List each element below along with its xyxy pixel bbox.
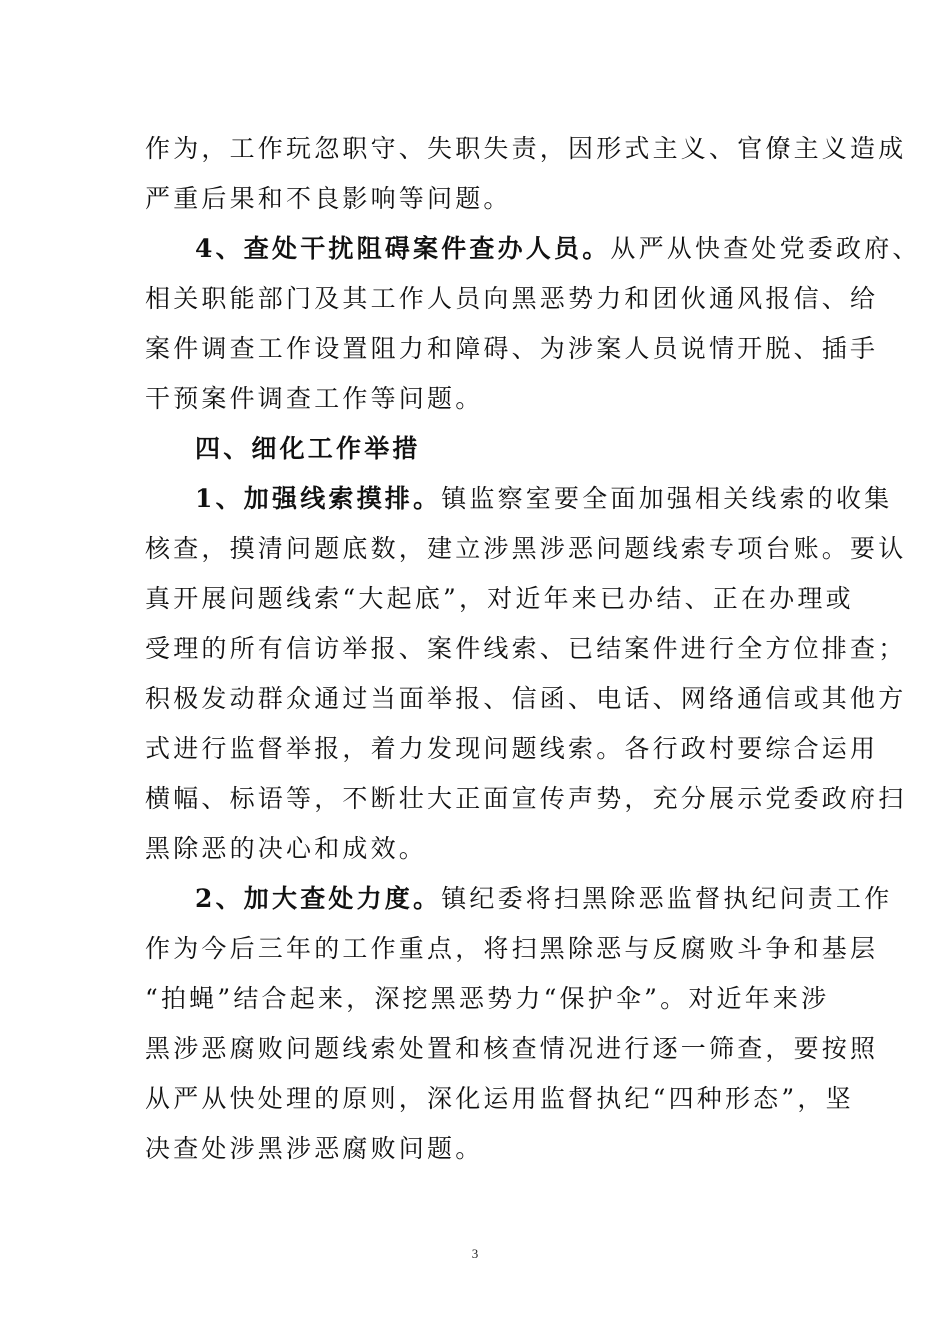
- paragraph-line: 真开展问题线索“大起底”，对近年来已办结、正在办理或: [145, 584, 854, 613]
- item-2-text: 镇纪委将扫黑除恶监督执纪问责工作: [441, 884, 893, 913]
- paragraph-line: 作为今后三年的工作重点，将扫黑除恶与反腐败斗争和基层: [145, 934, 879, 963]
- paragraph-line: 式进行监督举报，着力发现问题线索。各行政村要综合运用: [145, 734, 879, 763]
- paragraph-line: 受理的所有信访举报、案件线索、已结案件进行全方位排查；: [145, 634, 907, 663]
- item-1-text: 镇监察室要全面加强相关线索的收集: [441, 484, 893, 513]
- item-1-heading: 1、加强线索摸排。: [195, 484, 442, 513]
- paragraph-line: 从严从快处理的原则，深化运用监督执纪“四种形态”，坚: [145, 1084, 854, 1113]
- item-4-line: [195, 229, 921, 269]
- paragraph-line: “拍蝇”结合起来，深挖黑恶势力“保护伞”。对近年来涉: [145, 984, 830, 1013]
- paragraph-line: 黑除恶的决心和成效。: [145, 834, 428, 863]
- paragraph-line: 决查处涉黑涉恶腐败问题。: [145, 1134, 484, 1163]
- paragraph-line: 作为，工作玩忽职守、失职失责，因形式主义、官僚主义造成: [145, 134, 907, 163]
- paragraph-line: 横幅、标语等，不断壮大正面宣传声势，充分展示党委政府扫: [145, 784, 907, 813]
- paragraph-line: 案件调查工作设置阻力和障碍、为涉案人员说情开脱、插手: [145, 334, 879, 363]
- paragraph-line: 干预案件调查工作等问题。: [145, 384, 484, 413]
- paragraph-line: 核查，摸清问题底数，建立涉黑涉恶问题线索专项台账。要认: [145, 534, 907, 563]
- paragraph-line: 黑涉恶腐败问题线索处置和核查情况进行逐一筛查，要按照: [145, 1034, 879, 1063]
- item-4-text: 从严从快查处党委政府、: [610, 234, 921, 263]
- paragraph-line: 相关职能部门及其工作人员向黑恶势力和团伙通风报信、给: [145, 284, 879, 313]
- page-number: 3: [471, 1246, 479, 1261]
- item-4-heading: 4、查处干扰阻碍案件查办人员。: [195, 234, 611, 263]
- paragraph-line: 积极发动群众通过当面举报、信函、电话、网络通信或其他方: [145, 684, 907, 713]
- item-1-line: [195, 479, 893, 519]
- item-2-heading: 2、加大查处力度。: [195, 884, 442, 913]
- paragraph-line: 严重后果和不良影响等问题。: [145, 184, 512, 213]
- section-heading: 四、细化工作举措: [195, 434, 421, 463]
- item-2-line: [195, 879, 893, 919]
